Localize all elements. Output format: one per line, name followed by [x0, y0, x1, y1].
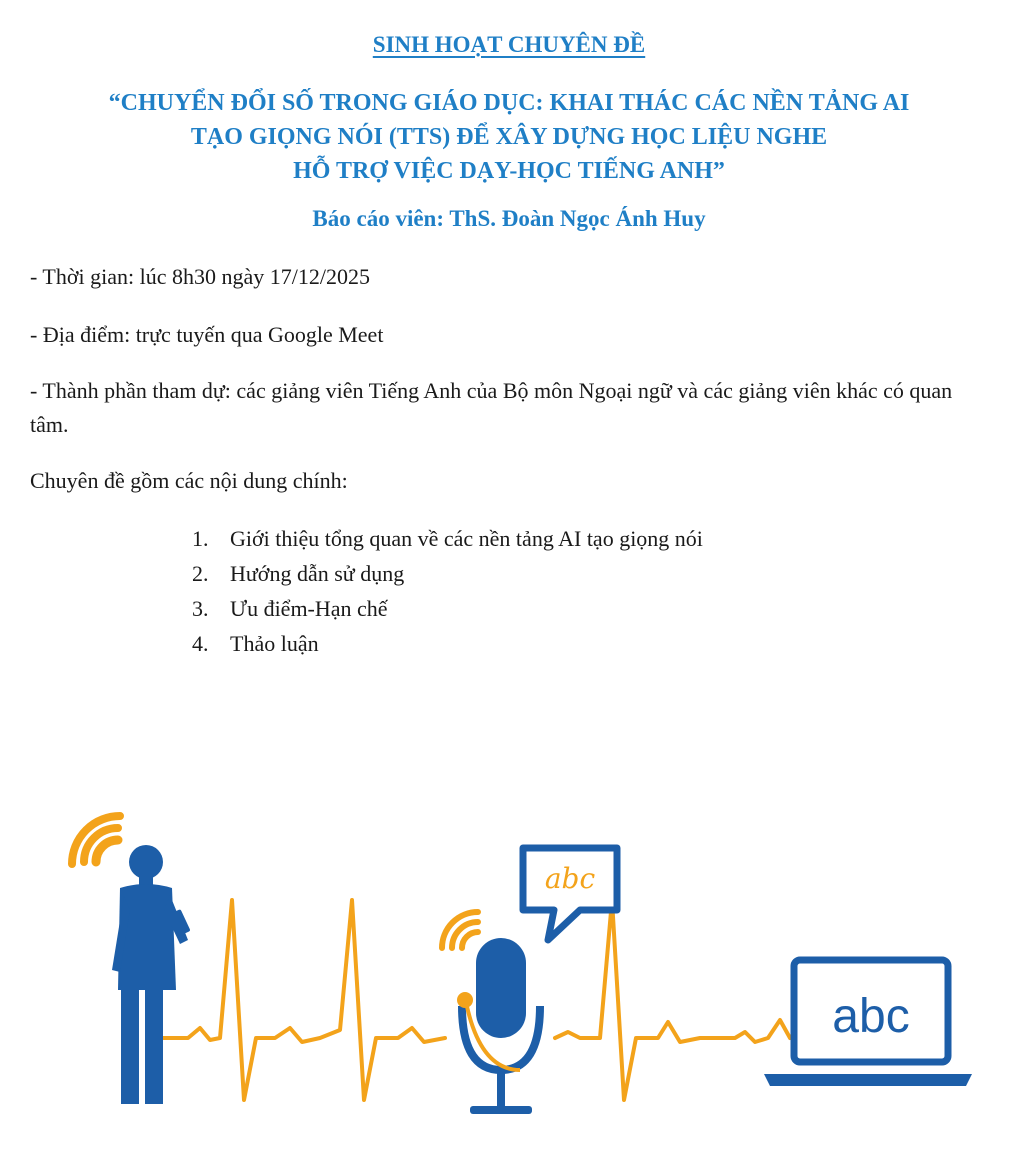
agenda-list	[192, 521, 703, 661]
event-place: - Địa điểm: trực tuyến qua Google Meet	[30, 322, 384, 347]
mic-waves-icon	[442, 912, 478, 948]
agenda-item: 4. Thảo luận	[192, 631, 319, 656]
svg-text:abc: abc	[832, 990, 910, 1043]
event-attendees: - Thành phần tham dự: các giảng viên Tiếng Anh của Bộ môn Ngoại ngữ và các giảng viên khác có quan tâm.	[30, 378, 953, 437]
speech-bubble-icon	[523, 848, 617, 940]
agenda-intro: Chuyên đề gồm các nội dung chính:	[30, 468, 348, 493]
tts-illustration	[0, 770, 1018, 1150]
agenda-item: 2. Hướng dẫn sử dụng	[192, 561, 405, 586]
broadcast-waves-icon	[72, 816, 120, 864]
microphone-icon	[457, 938, 540, 1114]
title-line-2: TẠO GIỌNG NÓI (TTS) ĐỂ XÂY DỰNG HỌC LIỆU NGHE	[190, 124, 828, 150]
title-line-1: “CHUYỂN ĐỔI SỐ TRONG GIÁO DỤC: KHAI THÁC CÁC NỀN TẢNG AI	[108, 90, 910, 116]
agenda-item: 1. Giới thiệu tổng quan về các nền tảng AI tạo giọng nói	[192, 526, 703, 551]
document-title	[40, 86, 978, 188]
event-time: - Thời gian: lúc 8h30 ngày 17/12/2025	[30, 264, 370, 289]
svg-text:abc: abc	[544, 862, 596, 895]
doctor-figure-icon	[112, 845, 191, 1104]
document-kicker: SINH HOẠT CHUYÊN ĐỀ	[372, 32, 646, 57]
laptop-icon	[764, 960, 972, 1086]
agenda-item: 3. Ưu điểm-Hạn chế	[192, 596, 388, 621]
speaker-line: Báo cáo viên: ThS. Đoàn Ngọc Ánh Huy	[312, 206, 706, 231]
title-line-3: HỖ TRỢ VIỆC DẠY-HỌC TIẾNG ANH”	[293, 158, 725, 184]
